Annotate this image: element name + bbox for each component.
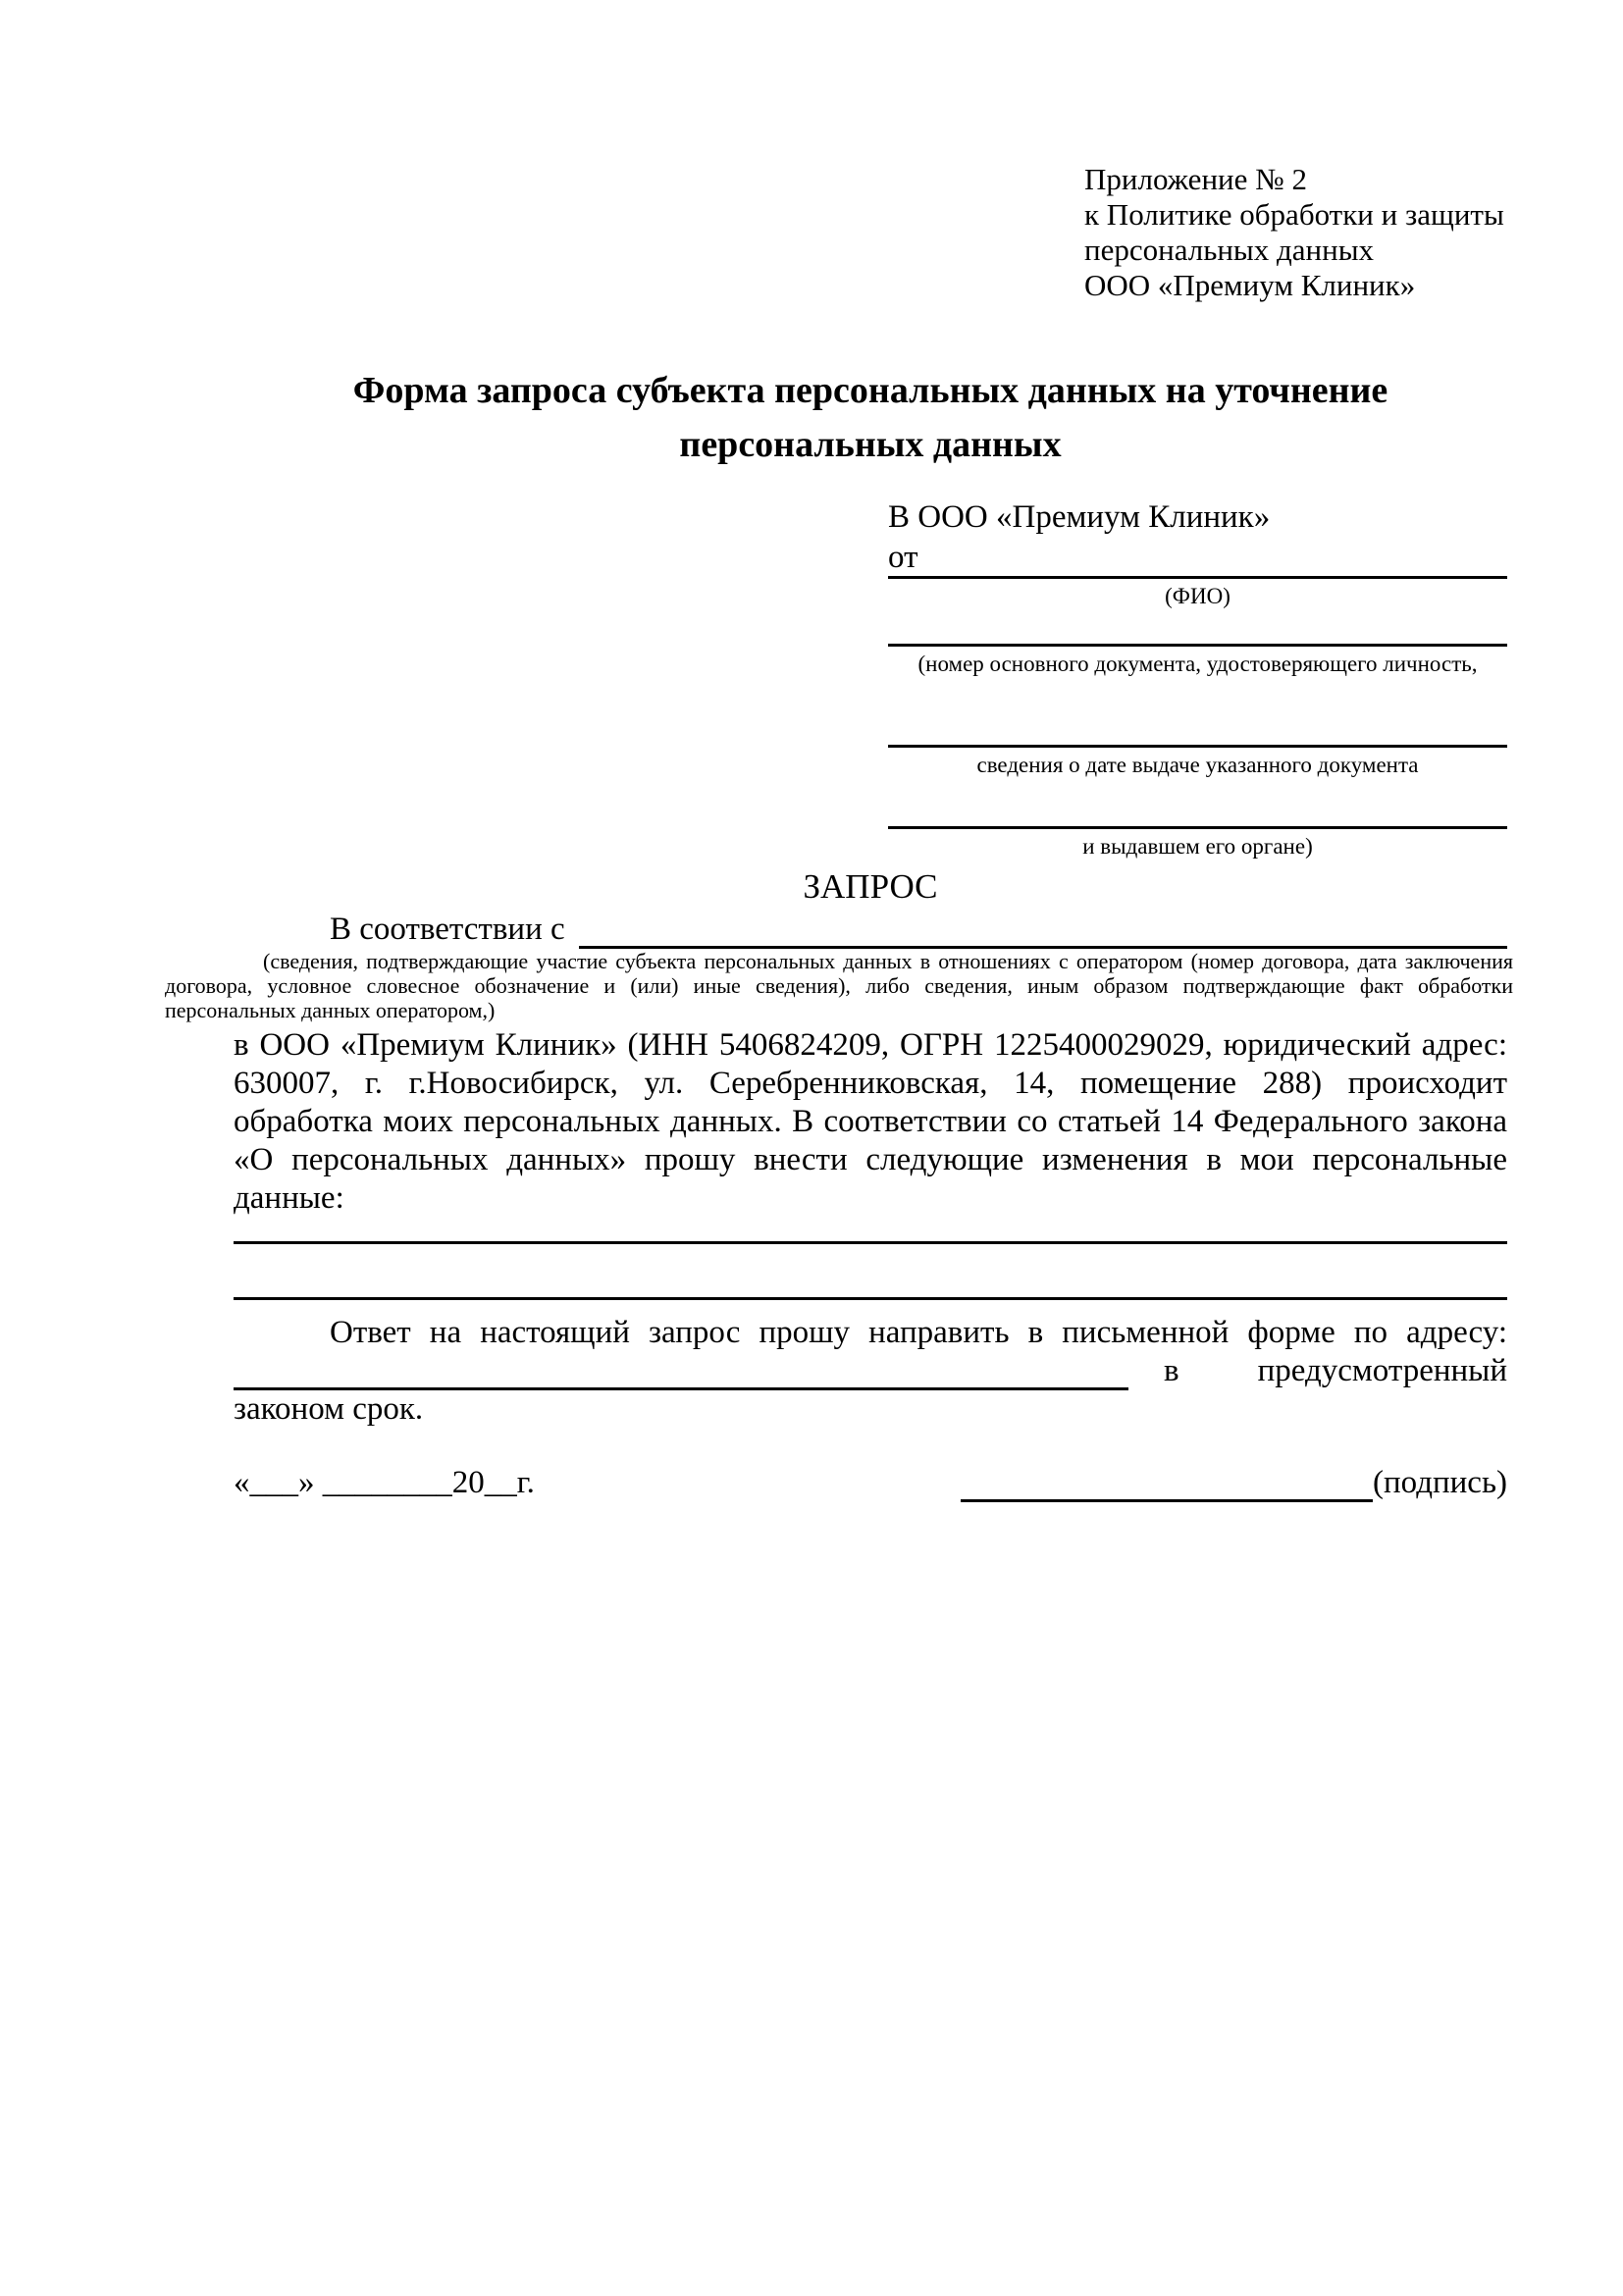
changes-blank-line-2: [234, 1297, 1507, 1300]
request-body: в ООО «Премиум Клиник» (ИНН 5406824209, ОГРН 1225400029029, юридический адрес: 630007, г. г.Новосибирск, ул. Серебренниковская, 14, помещение 288) происходит обработка моих персональных данных. В соответствии со статьей 14 Федерального закона «О персональных данных» прошу внести следующие изменения в мои персональные данные:: [234, 1027, 1507, 1216]
basis-label: В соответствии с: [330, 912, 565, 947]
basis-blank-line: [579, 915, 1507, 949]
basis-row: [234, 910, 1507, 949]
signature-group: [961, 1464, 1507, 1502]
reply-address-blank-line: [234, 1358, 1128, 1390]
reply-intro: Ответ на настоящий запрос прошу направить в письменной форме по адресу:: [330, 1315, 1507, 1350]
document-number-caption: (номер основного документа, удостоверяющего личность,: [917, 652, 1478, 676]
reply-address-row: [234, 1352, 1507, 1390]
date-signature-row: [234, 1464, 1507, 1502]
signature-caption: (подпись): [1373, 1465, 1507, 1500]
document-issue-date-caption: сведения о дате выдаче указанного документа: [976, 753, 1419, 777]
addressee-from-label: от: [888, 540, 918, 575]
appendix-line: к Политике обработки и защиты: [1084, 197, 1504, 232]
date-placeholder: «___» ________20__г.: [234, 1465, 535, 1500]
basis-footnote: (сведения, подтверждающие участие субъекта персональных данных в отношениях с оператором (номер договора, дата заключения договора, условное словесное обозначение и (или) иные сведения), либо сведения, иным образом подтверждающие факт обработки персональных данных оператором,): [165, 949, 1513, 1022]
changes-blank-line-1: [234, 1241, 1507, 1244]
document-issuer-caption: и выдавшем его органе): [1082, 834, 1313, 859]
appendix-line: Приложение № 2: [1084, 162, 1307, 196]
reply-end: законом срок.: [234, 1391, 424, 1427]
reply-word: предусмотренный: [1257, 1353, 1507, 1388]
appendix-note: [1084, 162, 1507, 303]
signature-blank-line: [961, 1470, 1373, 1502]
appendix-line: персональных данных: [1084, 233, 1375, 267]
fio-caption: (ФИО): [1165, 584, 1230, 608]
request-heading: ЗАПРОС: [803, 867, 938, 906]
appendix-line: ООО «Премиум Клиник»: [1084, 268, 1416, 302]
reply-word: в: [1164, 1353, 1179, 1388]
addressee-to: В ООО «Премиум Клиник»: [888, 499, 1271, 535]
addressee-block: [888, 496, 1507, 861]
form-title: Форма запроса субъекта персональных данных на уточнение персональных данных: [352, 370, 1388, 465]
